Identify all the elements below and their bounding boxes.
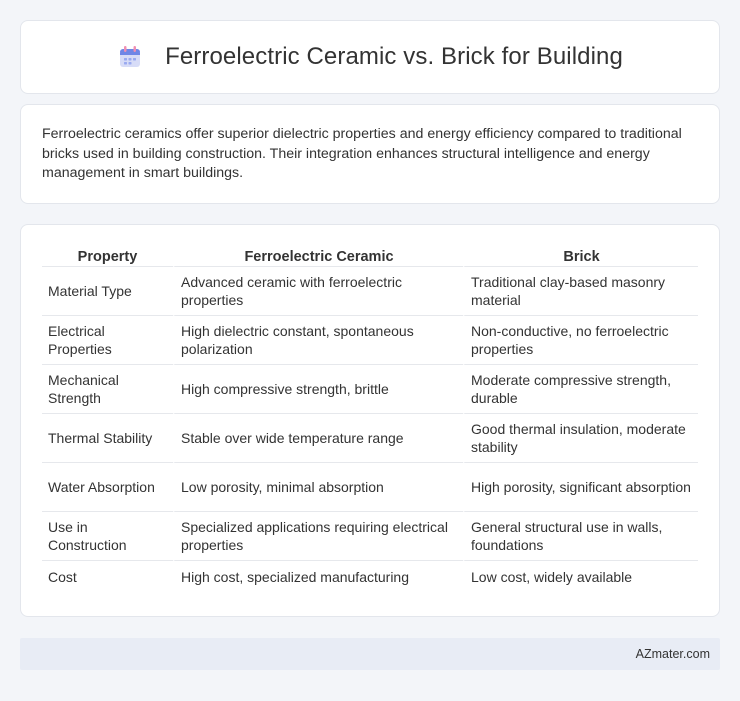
ceramic-cell: Specialized applications requiring electrical properties bbox=[173, 512, 463, 561]
intro-card bbox=[20, 104, 720, 204]
ceramic-cell: Stable over wide temperature range bbox=[173, 414, 463, 463]
ceramic-cell: High cost, specialized manufacturing bbox=[173, 561, 463, 592]
brick-cell: High porosity, significant absorption bbox=[463, 463, 698, 512]
table-row bbox=[42, 463, 698, 512]
table-header-row bbox=[42, 245, 698, 267]
calendar-icon bbox=[117, 44, 143, 70]
property-cell: Electrical Properties bbox=[42, 316, 173, 365]
ceramic-cell: High dielectric constant, spontaneous polarization bbox=[173, 316, 463, 365]
header-ferroelectric-ceramic: Ferroelectric Ceramic bbox=[173, 245, 463, 267]
property-cell: Thermal Stability bbox=[42, 414, 173, 463]
table-row bbox=[42, 561, 698, 592]
comparison-card bbox=[20, 224, 720, 617]
table-row bbox=[42, 365, 698, 414]
intro-paragraph: Ferroelectric ceramics offer superior dielectric properties and energy efficiency compared to traditional bricks used in building construction. Their integration enhances structural intelligence and energy management in smart buildings. bbox=[42, 126, 682, 181]
brick-cell: General structural use in walls, foundations bbox=[463, 512, 698, 561]
brick-cell: Good thermal insulation, moderate stability bbox=[463, 414, 698, 463]
property-cell: Use in Construction bbox=[42, 512, 173, 561]
title-card bbox=[20, 20, 720, 94]
page-title: Ferroelectric Ceramic vs. Brick for Building bbox=[165, 43, 623, 70]
table-row bbox=[42, 267, 698, 316]
comparison-table bbox=[42, 245, 698, 592]
table-row bbox=[42, 512, 698, 561]
header-property: Property bbox=[42, 245, 173, 267]
ceramic-cell: High compressive strength, brittle bbox=[173, 365, 463, 414]
brick-cell: Traditional clay-based masonry material bbox=[463, 267, 698, 316]
footer-bar bbox=[20, 638, 720, 670]
property-cell: Water Absorption bbox=[42, 463, 173, 512]
brick-cell: Moderate compressive strength, durable bbox=[463, 365, 698, 414]
property-cell: Cost bbox=[48, 568, 77, 585]
property-cell: Material Type bbox=[42, 267, 173, 316]
table-row bbox=[42, 414, 698, 463]
ceramic-cell: Low porosity, minimal absorption bbox=[173, 463, 463, 512]
brick-cell: Non-conductive, no ferroelectric properties bbox=[463, 316, 698, 365]
header-brick: Brick bbox=[463, 245, 698, 267]
brick-cell: Low cost, widely available bbox=[463, 561, 698, 592]
footer-site-link[interactable]: AZmater.com bbox=[635, 647, 710, 661]
property-cell: Mechanical Strength bbox=[42, 365, 173, 414]
table-row bbox=[42, 316, 698, 365]
ceramic-cell: Advanced ceramic with ferroelectric properties bbox=[173, 267, 463, 316]
